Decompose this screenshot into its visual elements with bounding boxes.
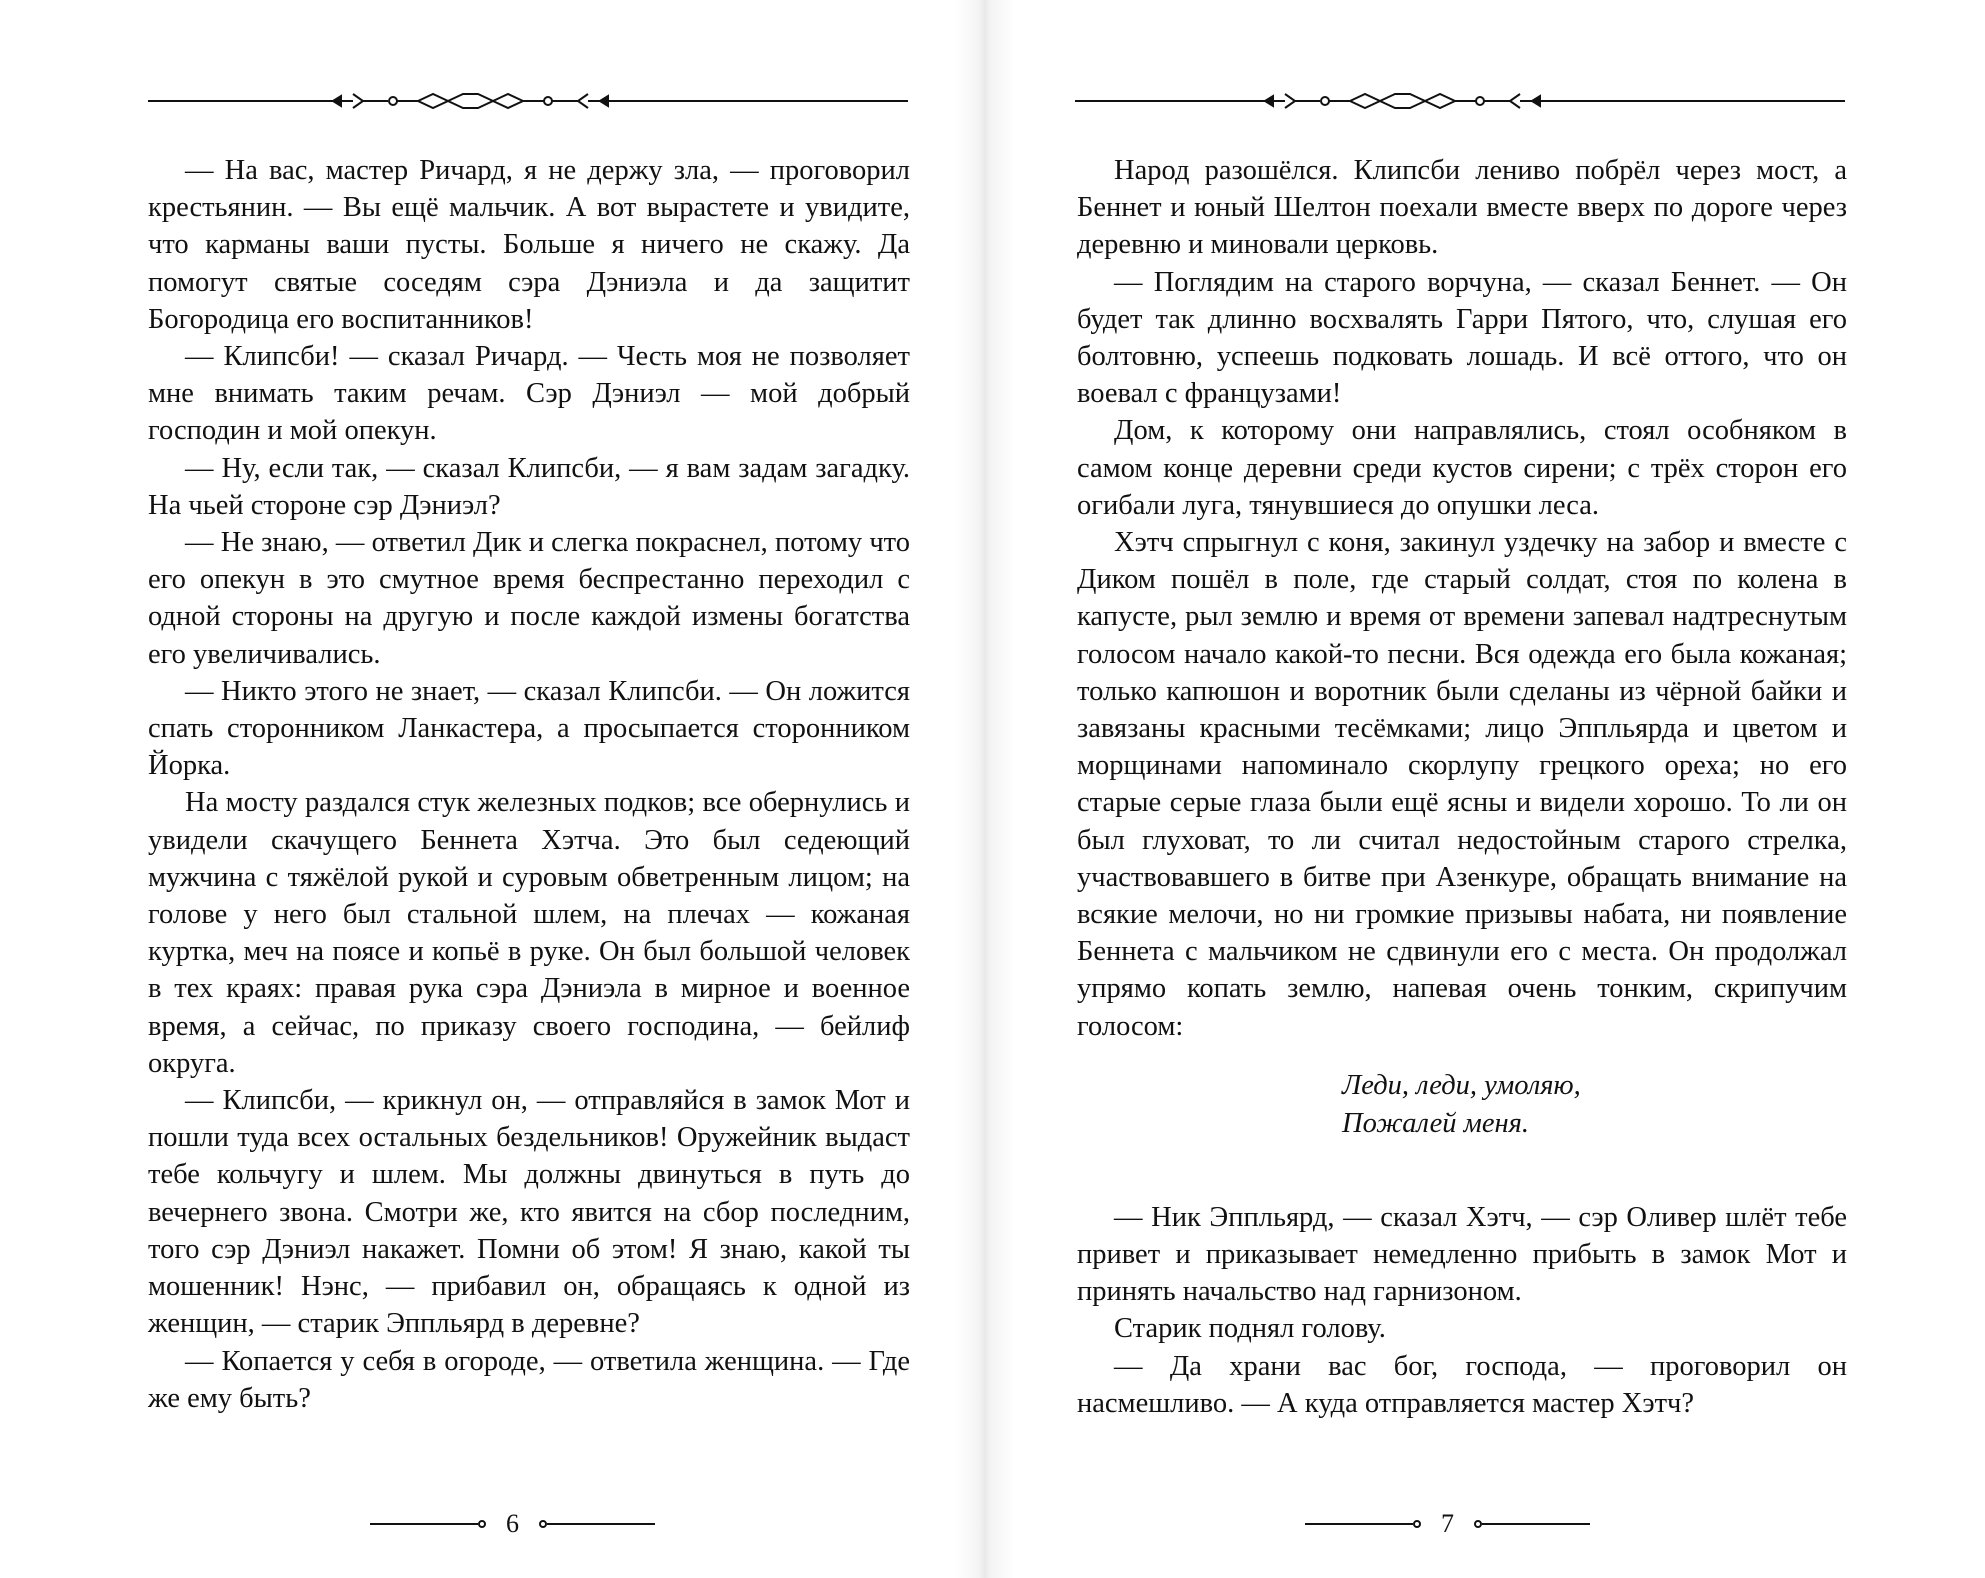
song-verse [1077,1067,1847,1143]
page-footer [370,1508,655,1540]
footer-ornament-left-icon [370,1518,490,1530]
footer-ornament-right-icon [1470,1518,1590,1530]
header-ornament-icon [1075,86,1845,116]
page-number: 6 [506,1509,519,1538]
paragraph: Дом, к которому они направлялись, стоял особняком в самом конце деревни среди кустов сирени; с трёх сторон его огибали луга, тянувшиеся до опушки леса. [1077,415,1847,521]
header-ornament-icon [148,86,908,116]
page-footer [1305,1508,1590,1540]
paragraph: — Клипсби! — сказал Ричард. — Честь моя не позволяет мне внимать таким речам. Сэр Дэниэл — мой добрый господин и мой опекун. [148,341,910,447]
page-number: 7 [1441,1509,1454,1538]
paragraph: — Клипсби, — крикнул он, — отправляйся в замок Мот и пошли туда всех остальных бездельников! Оружейник выдаст тебе кольчугу и шлем. Мы должны двинуться в путь до вечернего звона. Смотри же, кто явится на сбор последним, того сэр Дэниэл накажет. Помни об этом! Я знаю, какой ты мошенник! Нэнс, — прибавил он, обращаясь к одной из женщин, — старик Эппльярд в деревне? [148,1085,910,1340]
paragraph: — Ник Эппльярд, — сказал Хэтч, — сэр Оливер шлёт тебе привет и приказывает немедленно прибыть в замок Мот и принять начальство над гарнизоном. [1077,1201,1847,1308]
verse-line: Пожалей меня. [1342,1107,1530,1139]
footer-ornament-right-icon [535,1518,655,1530]
paragraph: — Никто этого не знает, — сказал Клипсби. — Он ложится спать сторонником Ланкастера, а просыпается сторонником Йорка. [148,675,910,782]
paragraph: На мосту раздался стук железных подков; все обернулись и увидели скачущего Беннета Хэтча. Это был седеющий мужчина с тяжёлой рукой и суровым обветренным лицом; на голове у него был стальной шлем, на плечах — кожаная куртка, меч на поясе и копьё в руке. Он был большой человек в тех краях: правая рука сэра Дэниэла в мирное и военное время, а сейчас, по приказу своего господина, — бейлиф округа. [148,787,910,1079]
paragraph: Хэтч спрыгнул с коня, закинул уздечку на забор и вместе с Диком пошёл в поле, где старый солдат, стоя по колена в капусте, рыл землю и время от времени запевал надтреснутым голосом начало какой-то песни. Вся одежда его была кожаная; только капюшон и воротник были сделаны из чёрной байки и завязаны красными тесёмками; лицо Эппльярда и цветом и морщинами напоминало скорлупу грецкого ореха; но его старые серые глаза были ещё ясны и видели хорошо. То ли он был глуховат, то ли считал недостойным старого стрелка, участвовавшего в битве при Азенкуре, обращать внимание на всякие мелочи, но ни громкие призывы набата, ни появление Беннета с мальчиком не сдвинули его с места. Он продолжал упрямо копать землю, напевая очень тонким, скрипучим голосом: [1077,527,1847,1042]
paragraph: — На вас, мастер Ричард, я не держу зла, — проговорил крестьянин. — Вы ещё мальчик. А вот вырастете и увидите, что карманы ваши пусты. Больше я ничего не скажу. Да помогут святые соседям сэра Дэниэла и да защитит Богородица его воспитанников! [148,155,910,335]
paragraph: — Да храни вас бог, господа, — проговорил он насмешливо. — А куда отправляется мастер Хэтч? [1077,1350,1847,1419]
paragraph: Народ разошёлся. Клипсби лениво побрёл через мост, а Беннет и юный Шелтон поехали вместе вверх по дороге через деревню и миновали церковь. [1077,155,1847,261]
paragraph: — Поглядим на старого ворчуна, — сказал Беннет. — Он будет так длинно восхвалять Гарри Пятого, что, слушая его болтовню, успеешь подковать лошадь. И всё оттого, что он воевал с французами! [1077,266,1847,410]
footer-ornament-left-icon [1305,1518,1425,1530]
paragraph: — Ну, если так, — сказал Клипсби, — я вам задам загадку. На чьей стороне сэр Дэниэл? [148,452,910,521]
paragraph: — Не знаю, — ответил Дик и слегка покраснел, потому что его опекун в это смутное время беспрестанно переходил с одной стороны на другую и после каждой измены богатства его увеличивались. [148,527,910,670]
left-page-text [148,152,910,1417]
left-page [0,0,955,1578]
right-page-text [1077,152,1847,1422]
book-gutter [955,0,1015,1578]
right-page [1015,0,1985,1578]
paragraph: — Копается у себя в огороде, — ответила женщина. — Где же ему быть? [148,1345,910,1414]
paragraph: Старик поднял голову. [1114,1313,1386,1345]
verse-line: Леди, леди, умоляю, [1342,1069,1581,1101]
